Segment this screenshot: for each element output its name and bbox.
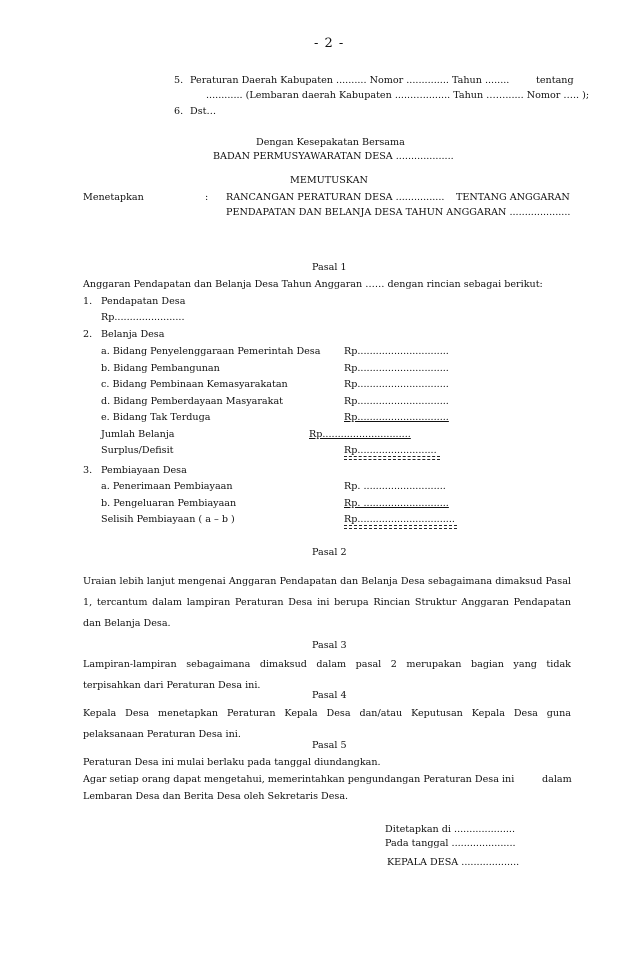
item-5-line2: ............ (Lembaran daerah Kabupaten ......…......... Tahun ……...... Nomor ….. );	[206, 90, 590, 101]
jumlah-belanja-label: Jumlah Belanja	[101, 429, 175, 440]
pendapatan-number: 1.	[83, 296, 93, 307]
pasal-5-line-2-end: dalam	[542, 774, 572, 785]
pembiayaan-item-label: a. Penerimaan Pembiayaan	[101, 481, 233, 492]
menetapkan-line-1-end: TENTANG ANGGARAN	[456, 192, 570, 203]
item-5-line1: Peraturan Daerah Kabupaten .......... Nomor .............. Tahun ........	[190, 75, 510, 86]
pasal-4-text: Kepala Desa menetapkan Peraturan Kepala Desa dan/atau Keputusan Kepala Desa guna pelaksanaan Peraturan Desa ini.	[83, 708, 571, 740]
selisih-value: Rp................................	[344, 514, 455, 525]
pada-tanggal: Pada tanggal .....................	[385, 838, 516, 849]
pasal-5-line-2: Agar setiap orang dapat mengetahui, memerintahkan pengundangan Peraturan Desa ini	[83, 774, 515, 785]
belanja-item-label: c. Bidang Pembinaan Kemasyarakatan	[101, 379, 288, 390]
jumlah-belanja-value: Rp.............................	[309, 429, 411, 440]
item-6-text: Dst…	[190, 106, 217, 117]
pasal-3-title: Pasal 3	[312, 640, 347, 651]
belanja-item-label: e. Bidang Tak Terduga	[101, 412, 211, 423]
surplus-value: Rp..........................	[344, 445, 437, 456]
memutuskan-heading: MEMUTUSKAN	[290, 175, 368, 186]
pembiayaan-label: Pembiayaan Desa	[101, 465, 187, 476]
ditetapkan-di: Ditetapkan di ....................	[385, 824, 516, 835]
pasal-5-line-1: Peraturan Desa ini mulai berlaku pada tanggal diundangkan.	[83, 757, 381, 768]
menetapkan-line-2: PENDAPATAN DAN BELANJA DESA TAHUN ANGGARAN ....................	[226, 207, 571, 218]
belanja-item-value: Rp..............................	[344, 412, 449, 423]
belanja-item-value: Rp..............................	[344, 346, 449, 357]
item-5-number: 5.	[174, 75, 184, 86]
pembiayaan-item-value: Rp. ...........................	[344, 481, 446, 492]
belanja-label: Belanja Desa	[101, 329, 165, 340]
agreement-line-2: BADAN PERMUSYAWARATAN DESA ...................	[213, 151, 454, 162]
pasal-5-line-3: Lembaran Desa dan Berita Desa oleh Sekretaris Desa.	[83, 791, 349, 802]
pendapatan-value: Rp.......................	[101, 312, 185, 323]
pembiayaan-number: 3.	[83, 465, 93, 476]
pasal-3-text: Lampiran-lampiran sebagaimana dimaksud dalam pasal 2 merupakan bagian yang tidak terpisahkan dari Peraturan Desa ini.	[83, 659, 571, 691]
pendapatan-label: Pendapatan Desa	[101, 296, 186, 307]
belanja-item-value: Rp..............................	[344, 396, 449, 407]
item-6-number: 6.	[174, 106, 184, 117]
belanja-number: 2.	[83, 329, 93, 340]
pasal-1-intro: Anggaran Pendapatan dan Belanja Desa Tahun Anggaran …… dengan rincian sebagai berikut:	[83, 279, 543, 290]
menetapkan-colon: :	[205, 192, 209, 203]
belanja-item-value: Rp..............................	[344, 379, 449, 390]
menetapkan-label: Menetapkan	[83, 192, 144, 203]
pasal-4-title: Pasal 4	[312, 690, 347, 701]
page-number: - 2 -	[314, 36, 345, 51]
agreement-line-1: Dengan Kesepakatan Bersama	[256, 137, 405, 148]
pembiayaan-item-value: Rp. ............................	[344, 498, 449, 509]
surplus-double-rule	[344, 456, 440, 460]
belanja-item-label: a. Bidang Penyelenggaraan Pemerintah Desa	[101, 346, 321, 357]
menetapkan-line-1: RANCANGAN PERATURAN DESA ................	[226, 192, 445, 203]
kepala-desa: KEPALA DESA ...................	[387, 857, 520, 868]
belanja-item-label: b. Bidang Pembangunan	[101, 363, 220, 374]
surplus-label: Surplus/Defisit	[101, 445, 174, 456]
pasal-5-title: Pasal 5	[312, 740, 347, 751]
belanja-item-value: Rp..............................	[344, 363, 449, 374]
pasal-2-text: Uraian lebih lanjut mengenai Anggaran Pendapatan dan Belanja Desa sebagaimana dimaksud Pasal 1, tercantum dalam lampiran Peraturan Desa ini berupa Rincian Struktur Anggaran Pendapatan dan Belanja Desa.	[83, 576, 571, 629]
pembiayaan-item-label: b. Pengeluaran Pembiayaan	[101, 498, 237, 509]
pasal-2-title: Pasal 2	[312, 547, 347, 558]
belanja-item-label: d. Bidang Pemberdayaan Masyarakat	[101, 396, 284, 407]
pasal-1-title: Pasal 1	[312, 262, 347, 273]
selisih-double-rule	[344, 525, 457, 529]
selisih-label: Selisih Pembiayaan ( a – b )	[101, 514, 235, 525]
item-5-tentang: tentang	[536, 75, 574, 86]
